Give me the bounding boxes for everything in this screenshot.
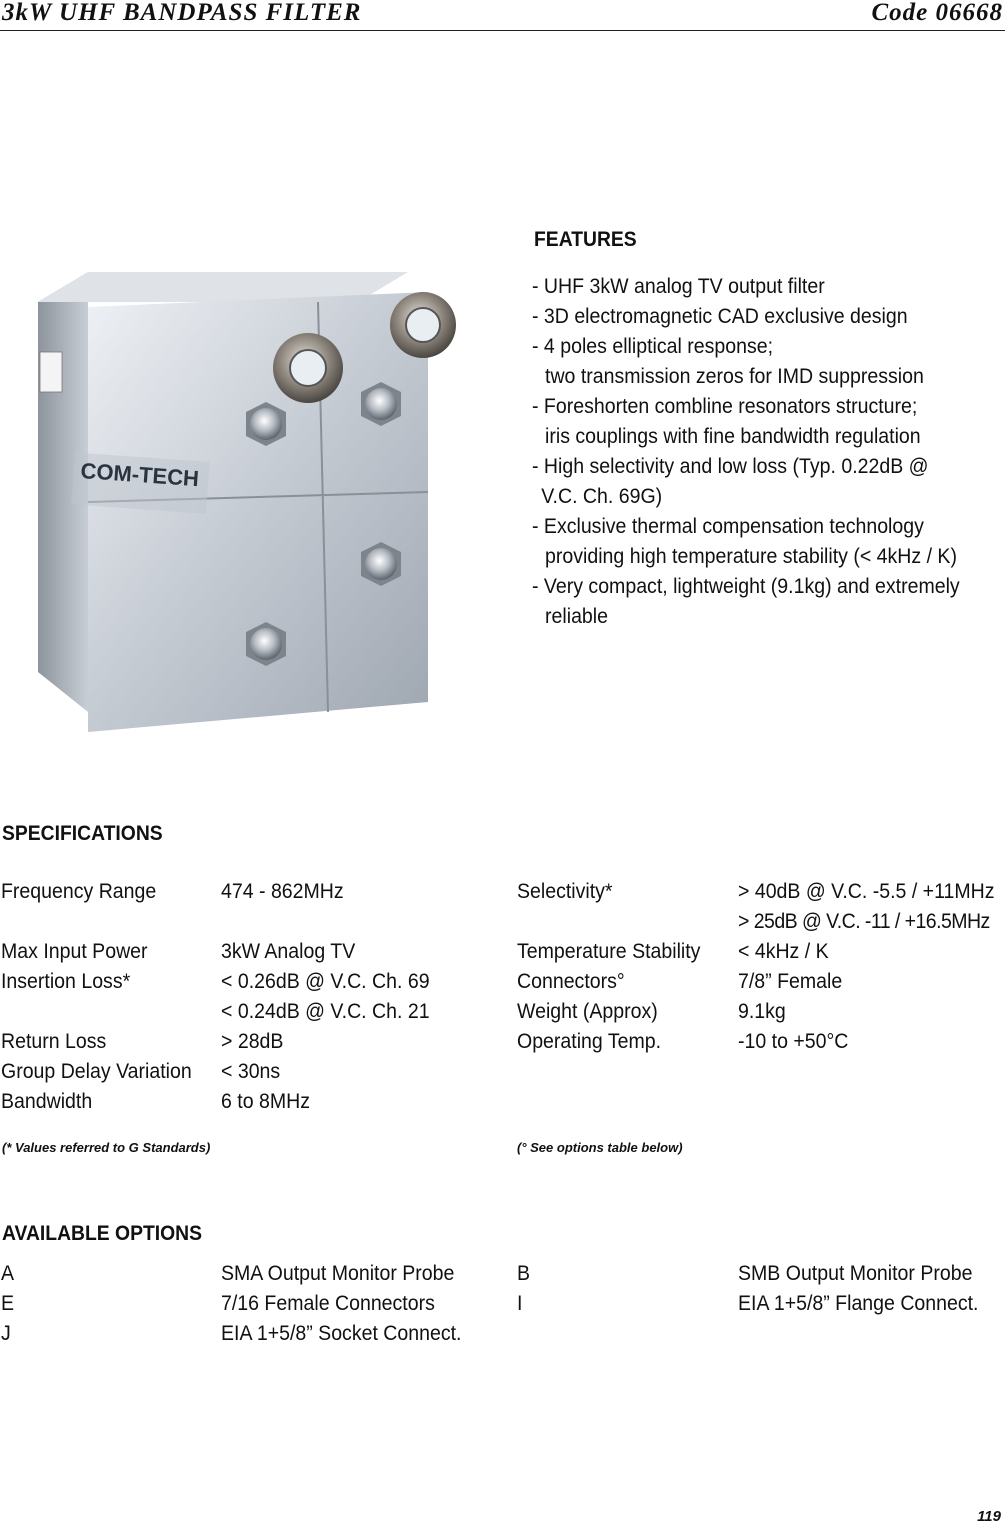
option-code: I: [517, 1292, 523, 1315]
spec-value: 7/8” Female: [738, 970, 843, 993]
option-desc: SMA Output Monitor Probe: [221, 1262, 455, 1285]
product-code: Code 06668: [871, 0, 1003, 26]
option-desc: 7/16 Female Connectors: [221, 1292, 435, 1315]
feature-item: - High selectivity and low loss (Typ. 0.22dB @ V.C. Ch. 69G): [532, 455, 929, 508]
feature-item: - Very compact, lightweight (9.1kg) and extremely reliable: [532, 575, 960, 628]
spec-row: [0, 880, 1005, 910]
spec-value: 474 - 862MHz: [221, 880, 344, 903]
note-values-standards: (* Values referred to G Standards): [2, 1140, 211, 1155]
option-desc: EIA 1+5/8” Socket Connect.: [221, 1322, 462, 1345]
features-heading: FEATURES: [534, 228, 637, 251]
feature-item: - 4 poles elliptical response; two transmission zeros for IMD suppression: [532, 335, 924, 388]
spec-row: [0, 910, 1005, 940]
spec-label: Operating Temp.: [517, 1030, 662, 1053]
spec-value: > 40dB @ V.C. -5.5 / +11MHz: [738, 880, 995, 903]
spec-label: Selectivity*: [517, 880, 613, 903]
document-title: 3kW UHF BANDPASS FILTER: [2, 0, 362, 26]
spec-row: [0, 1030, 1005, 1060]
options-heading: AVAILABLE OPTIONS: [2, 1222, 203, 1245]
spec-row: [0, 940, 1005, 970]
features-list: [532, 272, 1002, 632]
spec-value: 3kW Analog TV: [221, 940, 356, 963]
option-code: E: [1, 1292, 15, 1315]
spec-value: 9.1kg: [738, 1000, 786, 1023]
spec-label: Weight (Approx): [517, 1000, 658, 1023]
spec-value: < 30ns: [221, 1060, 281, 1083]
feature-item: - UHF 3kW analog TV output filter: [532, 275, 825, 298]
specifications-heading: SPECIFICATIONS: [2, 822, 163, 845]
features-section: [532, 228, 1002, 632]
spec-row: [0, 970, 1005, 1000]
option-desc: EIA 1+5/8” Flange Connect.: [738, 1292, 979, 1315]
feature-item: - 3D electromagnetic CAD exclusive design: [532, 305, 908, 328]
spec-label: Insertion Loss*: [1, 970, 131, 993]
page-header: [0, 0, 1005, 31]
spec-row: [0, 1000, 1005, 1030]
brand-logo-text: COM-TECH: [79, 458, 200, 492]
spec-value: < 0.24dB @ V.C. Ch. 21: [221, 1000, 430, 1023]
spec-label: Bandwidth: [1, 1090, 93, 1113]
feature-item: - Foreshorten combline resonators structure; iris couplings with fine bandwidth regulation: [532, 395, 921, 448]
spec-value: < 4kHz / K: [738, 940, 829, 963]
option-desc: SMB Output Monitor Probe: [738, 1262, 973, 1285]
spec-label: Frequency Range: [1, 880, 157, 903]
page-number: 119: [977, 1508, 1001, 1525]
spec-value: 6 to 8MHz: [221, 1090, 311, 1113]
spec-value: < 0.26dB @ V.C. Ch. 69: [221, 970, 430, 993]
option-code: A: [1, 1262, 15, 1285]
spec-label: Connectors°: [517, 970, 625, 993]
option-row: [0, 1322, 1005, 1352]
spec-label: Max Input Power: [1, 940, 148, 963]
option-code: B: [517, 1262, 531, 1285]
spec-label: Group Delay Variation: [1, 1060, 192, 1083]
option-code: J: [1, 1322, 11, 1345]
spec-value: > 28dB: [221, 1030, 284, 1053]
spec-label: Temperature Stability: [517, 940, 701, 963]
spec-label: Return Loss: [1, 1030, 107, 1053]
spec-value: > 25dB @ V.C. -11 / +16.5MHz: [738, 910, 990, 933]
feature-item: - Exclusive thermal compensation technology providing high temperature stability (< 4kHz / K): [532, 515, 957, 568]
option-row: [0, 1262, 1005, 1292]
spec-value: -10 to +50°C: [738, 1030, 849, 1053]
product-photo: [28, 232, 468, 742]
option-row: [0, 1292, 1005, 1322]
note-options: (° See options table below): [517, 1140, 683, 1155]
